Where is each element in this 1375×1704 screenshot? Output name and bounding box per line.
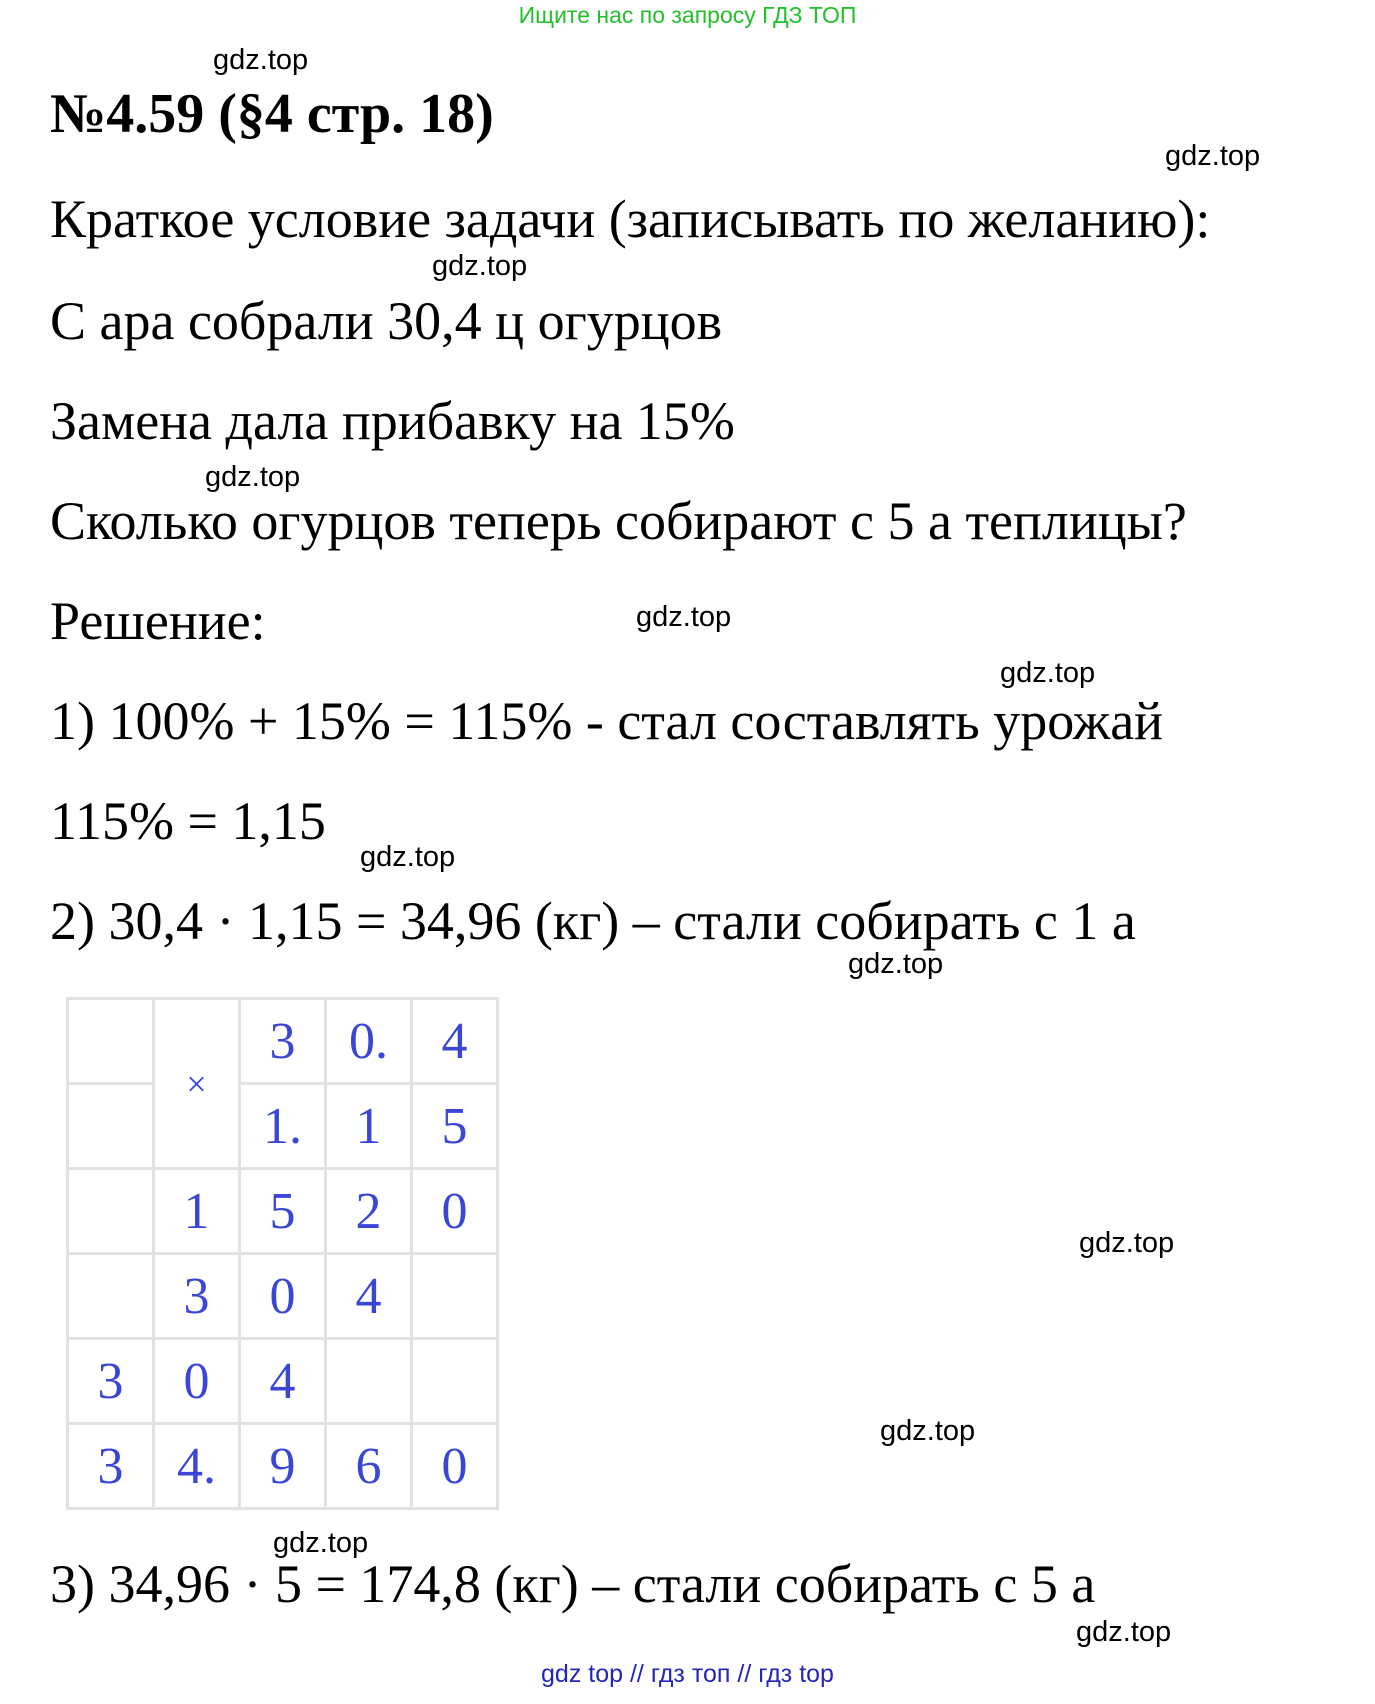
digit-cell: 1 [154, 1169, 240, 1254]
watermark: gdz.top [213, 44, 309, 76]
condition-heading: Краткое условие задачи (записывать по желанию): [50, 189, 1211, 249]
solution-heading: Решение: [50, 591, 266, 651]
digit-cell: 3 [154, 1254, 240, 1339]
digit-cell: 3 [68, 1424, 154, 1509]
solution-step-2: 2) 30,4 · 1,15 = 34,96 (кг) – стали собирать с 1 а [50, 891, 1136, 951]
digit-cell: 1. [240, 1084, 326, 1169]
digit-cell: 6 [326, 1424, 412, 1509]
watermark: gdz.top [880, 1415, 976, 1447]
multiplication-table [66, 997, 499, 1510]
watermark: gdz.top [1076, 1616, 1172, 1648]
solution-step-1b: 115% = 1,15 [50, 791, 326, 851]
digit-cell [68, 1169, 154, 1254]
top-banner: Ищите нас по запросу ГДЗ ТОП [518, 2, 857, 28]
footer-links: gdz top // гдз топ // гдз top [541, 1660, 834, 1688]
solution-step-1: 1) 100% + 15% = 115% - стал составлять урожай [50, 691, 1164, 751]
table-row [68, 999, 498, 1084]
table-row [68, 1254, 498, 1339]
table-row [68, 1424, 498, 1509]
digit-cell: 0. [326, 999, 412, 1084]
digit-cell [326, 1339, 412, 1424]
digit-cell: 5 [412, 1084, 498, 1169]
watermark: gdz.top [1165, 140, 1261, 172]
solution-step-3: 3) 34,96 · 5 = 174,8 (кг) – стали собирать с 5 а [50, 1554, 1096, 1614]
table-row [68, 1339, 498, 1424]
watermark: gdz.top [1000, 657, 1096, 689]
digit-cell: 4. [154, 1424, 240, 1509]
digit-cell [68, 999, 154, 1084]
condition-line-3: Сколько огурцов теперь собирают с 5 а теплицы? [50, 491, 1187, 551]
digit-cell [412, 1339, 498, 1424]
digit-cell: 2 [326, 1169, 412, 1254]
watermark: gdz.top [205, 461, 301, 493]
table-row [68, 1169, 498, 1254]
digit-cell: 4 [412, 999, 498, 1084]
multiply-sign: × [154, 999, 240, 1169]
condition-line-1: С ара собрали 30,4 ц огурцов [50, 291, 723, 351]
digit-cell: 0 [412, 1424, 498, 1509]
watermark: gdz.top [360, 841, 456, 873]
digit-cell: 3 [68, 1339, 154, 1424]
digit-cell [68, 1084, 154, 1169]
digit-cell: 0 [240, 1254, 326, 1339]
digit-cell: 0 [154, 1339, 240, 1424]
digit-cell [412, 1254, 498, 1339]
watermark: gdz.top [1079, 1227, 1175, 1259]
digit-cell: 3 [240, 999, 326, 1084]
condition-line-2: Замена дала прибавку на 15% [50, 391, 735, 451]
digit-cell [68, 1254, 154, 1339]
watermark: gdz.top [636, 601, 732, 633]
digit-cell: 0 [412, 1169, 498, 1254]
watermark: gdz.top [432, 250, 528, 282]
digit-cell: 5 [240, 1169, 326, 1254]
watermark: gdz.top [273, 1527, 369, 1559]
digit-cell: 4 [240, 1339, 326, 1424]
digit-cell: 4 [326, 1254, 412, 1339]
watermark: gdz.top [848, 948, 944, 980]
digit-cell: 9 [240, 1424, 326, 1509]
page-title: №4.59 (§4 стр. 18) [50, 83, 494, 145]
table-row [68, 1084, 498, 1169]
digit-cell: 1 [326, 1084, 412, 1169]
